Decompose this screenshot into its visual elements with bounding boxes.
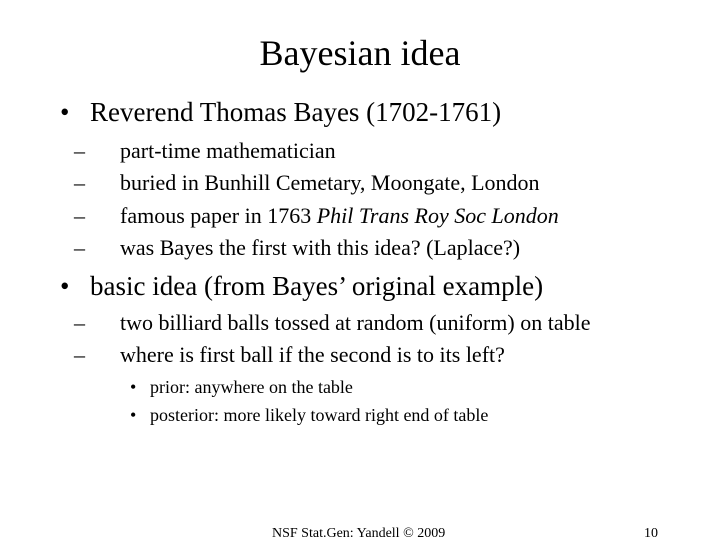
footer-text: NSF Stat.Gen: Yandell © 2009 [272, 526, 446, 541]
bullet-text: Reverend Thomas Bayes (1702-1761) [90, 97, 502, 127]
subitem-text: was Bayes the first with this idea? (Laplace?) [120, 235, 521, 260]
subitem-text: where is first ball if the second is to its left? [120, 342, 505, 367]
subsubitem-text: posterior: more likely toward right end of table [150, 405, 489, 425]
subitem-text [120, 203, 559, 229]
slide-title: Bayesian idea [259, 33, 461, 73]
dash-marker: – [74, 342, 85, 367]
bullet-marker: • [60, 97, 70, 127]
bullet-marker: • [130, 405, 137, 425]
dash-marker: – [74, 235, 85, 260]
subitem-text: two billiard balls tossed at random (uniform) on table [120, 310, 591, 335]
dash-marker: – [74, 203, 85, 228]
subitem-text: part-time mathematician [120, 138, 336, 163]
subitem-text: buried in Bunhill Cemetary, Moongate, London [120, 170, 540, 195]
journal-name: Phil Trans Roy Soc London [316, 203, 559, 228]
subitem-text-plain: famous paper in 1763 [120, 203, 317, 228]
dash-marker: – [74, 170, 85, 195]
bullet-marker: • [130, 377, 137, 397]
page-number: 10 [644, 526, 658, 541]
subsubitem-text: prior: anywhere on the table [150, 377, 353, 397]
bullet-marker: • [60, 271, 70, 301]
dash-marker: – [74, 138, 85, 163]
dash-marker: – [74, 310, 85, 335]
bullet-text: basic idea (from Bayes’ original example) [90, 271, 544, 301]
